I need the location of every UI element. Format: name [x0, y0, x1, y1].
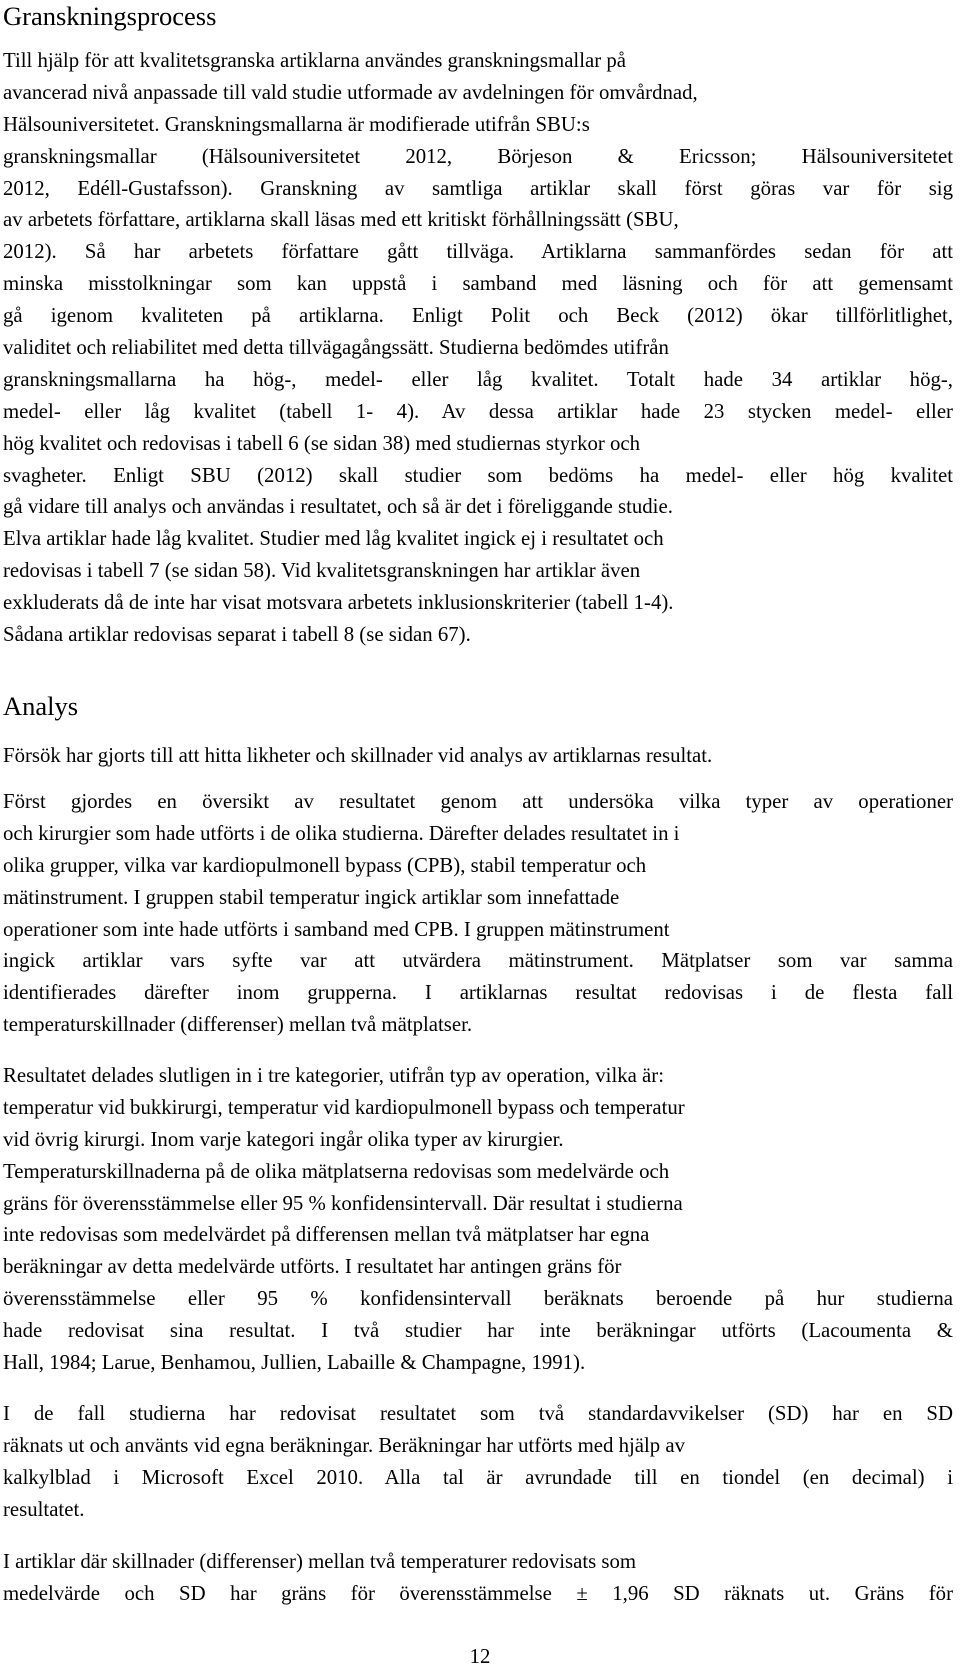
- text-line: Försök har gjorts till att hitta likheter och skillnader vid analys av artiklarnas resultat.: [3, 744, 713, 767]
- section-heading-analys: Analys: [3, 691, 79, 721]
- text-line: hade redovisat sina resultat. I två studier har inte beräkningar utförts (Lacoumenta &: [3, 1319, 953, 1343]
- text-line: granskningsmallar (Hälsouniversitetet 2012, Börjeson & Ericsson; Hälsouniversitetet: [3, 144, 953, 168]
- text-line: gå igenom kvaliteten på artiklarna. Enligt Polit och Beck (2012) ökar tillförlitlighet,: [3, 304, 953, 328]
- text-line: Hälsouniversitetet. Granskningsmallarna är modifierade utifrån SBU:s: [3, 112, 590, 136]
- text-line: 2012, Edéll-Gustafsson). Granskning av samtliga artiklar skall först göras var för sig: [3, 176, 953, 200]
- paragraph-analys-intro: [3, 740, 953, 772]
- text-line: mätinstrument. I gruppen stabil temperatur ingick artiklar som innefattade: [3, 885, 620, 909]
- text-line: 2012). Så har arbetets författare gått tillväga. Artiklarna sammanfördes sedan för att: [3, 240, 953, 264]
- page-number: 12: [469, 1645, 491, 1668]
- text-line: temperaturskillnader (differenser) mellan två mätplatser.: [3, 1013, 473, 1037]
- text-line: överensstämmelse eller 95 % konfidensintervall beräknats beroende på hur studierna: [3, 1287, 953, 1311]
- text-line: beräkningar av detta medelvärde utförts. I resultatet har antingen gräns för: [3, 1255, 622, 1279]
- text-line: exkluderats då de inte har visat motsvara arbetets inklusionskriterier (tabell 1-4).: [3, 591, 674, 615]
- text-line: och kirurgier som hade utförts i de olika studierna. Därefter delades resultatet in i: [3, 821, 680, 845]
- text-line: I artiklar där skillnader (differenser) mellan två temperaturer redovisats som: [3, 1550, 637, 1573]
- text-line: Resultatet delades slutligen in i tre kategorier, utifrån typ av operation, vilka är:: [3, 1064, 664, 1087]
- text-line: gräns för överensstämmelse eller 95 % konfidensintervall. Där resultat i studierna: [3, 1191, 683, 1215]
- text-line: hög kvalitet och redovisas i tabell 6 (se sidan 38) med studiernas styrkor och: [3, 431, 641, 455]
- text-line: olika grupper, vilka var kardiopulmonell bypass (CPB), stabil temperatur och: [3, 853, 647, 877]
- text-line: Till hjälp för att kvalitetsgranska artiklarna användes granskningsmallar på: [3, 49, 626, 72]
- text-line: validitet och reliabilitet med detta tillvägagångssätt. Studierna bedömdes utifrån: [3, 336, 669, 360]
- text-line: Temperaturskillnaderna på de olika mätplatserna redovisas som medelvärde och: [3, 1159, 670, 1183]
- text-line: temperatur vid bukkirurgi, temperatur vid kardiopulmonell bypass och temperatur: [3, 1095, 685, 1119]
- text-line: kalkylblad i Microsoft Excel 2010. Alla tal är avrundade till en tiondel (en decimal) i: [3, 1465, 953, 1489]
- text-line: minska misstolkningar som kan uppstå i samband med läsning och för att gemensamt: [3, 272, 953, 296]
- text-line: vid övrig kirurgi. Inom varje kategori ingår olika typer av kirurgier.: [3, 1127, 564, 1151]
- text-line: svagheter. Enligt SBU (2012) skall studier som bedöms ha medel- eller hög kvalitet: [3, 463, 953, 487]
- text-line: av arbetets författare, artiklarna skall läsas med ett kritiskt förhållningssätt (SBU,: [3, 208, 679, 232]
- text-line: redovisas i tabell 7 (se sidan 58). Vid kvalitetsgranskningen har artiklar även: [3, 559, 641, 583]
- paragraph-analys-limits: [3, 1546, 953, 1610]
- text-line: Sådana artiklar redovisas separat i tabell 8 (se sidan 67).: [3, 623, 471, 647]
- paragraph-analys-sd: [3, 1398, 953, 1526]
- text-line: granskningsmallarna ha hög-, medel- eller låg kvalitet. Totalt hade 34 artiklar hög-,: [3, 367, 953, 391]
- text-line: operationer som inte hade utförts i samband med CPB. I gruppen mätinstrument: [3, 917, 670, 941]
- text-line: räknats ut och använts vid egna beräkningar. Beräkningar har utförts med hjälp av: [3, 1433, 686, 1457]
- text-line: ingick artiklar vars syfte var att utvärdera mätinstrument. Mätplatser som var samma: [3, 949, 953, 973]
- text-line: avancerad nivå anpassade till vald studie utformade av avdelningen för omvårdnad,: [3, 80, 698, 104]
- text-line: Hall, 1984; Larue, Benhamou, Jullien, Labaille & Champagne, 1991).: [3, 1351, 586, 1375]
- text-line: gå vidare till analys och användas i resultatet, och så är det i föreliggande studie.: [3, 495, 673, 519]
- text-line: identifierades därefter inom grupperna. I artiklarnas resultat redovisas i de flesta fall: [3, 981, 953, 1005]
- paragraph-analys-overview: [3, 786, 953, 1041]
- paragraph-analys-categories: [3, 1060, 953, 1379]
- text-line: Först gjordes en översikt av resultatet genom att undersöka vilka typer av operationer: [3, 790, 953, 813]
- text-line: medelvärde och SD har gräns för överensstämmelse ± 1,96 SD räknats ut. Gräns för: [3, 1581, 953, 1605]
- section-heading-granskningsprocess: Granskningsprocess: [3, 1, 217, 31]
- text-line: I de fall studierna har redovisat resultatet som två standardavvikelser (SD) har en SD: [3, 1402, 953, 1425]
- text-line: resultatet.: [3, 1497, 85, 1521]
- text-line: inte redovisas som medelvärdet på differensen mellan två mätplatser har egna: [3, 1223, 650, 1247]
- paragraph-granskningsprocess: [3, 45, 953, 651]
- text-line: Elva artiklar hade låg kvalitet. Studier med låg kvalitet ingick ej i resultatet och: [3, 527, 664, 551]
- text-line: medel- eller låg kvalitet (tabell 1- 4). Av dessa artiklar hade 23 stycken medel- eller: [3, 399, 953, 423]
